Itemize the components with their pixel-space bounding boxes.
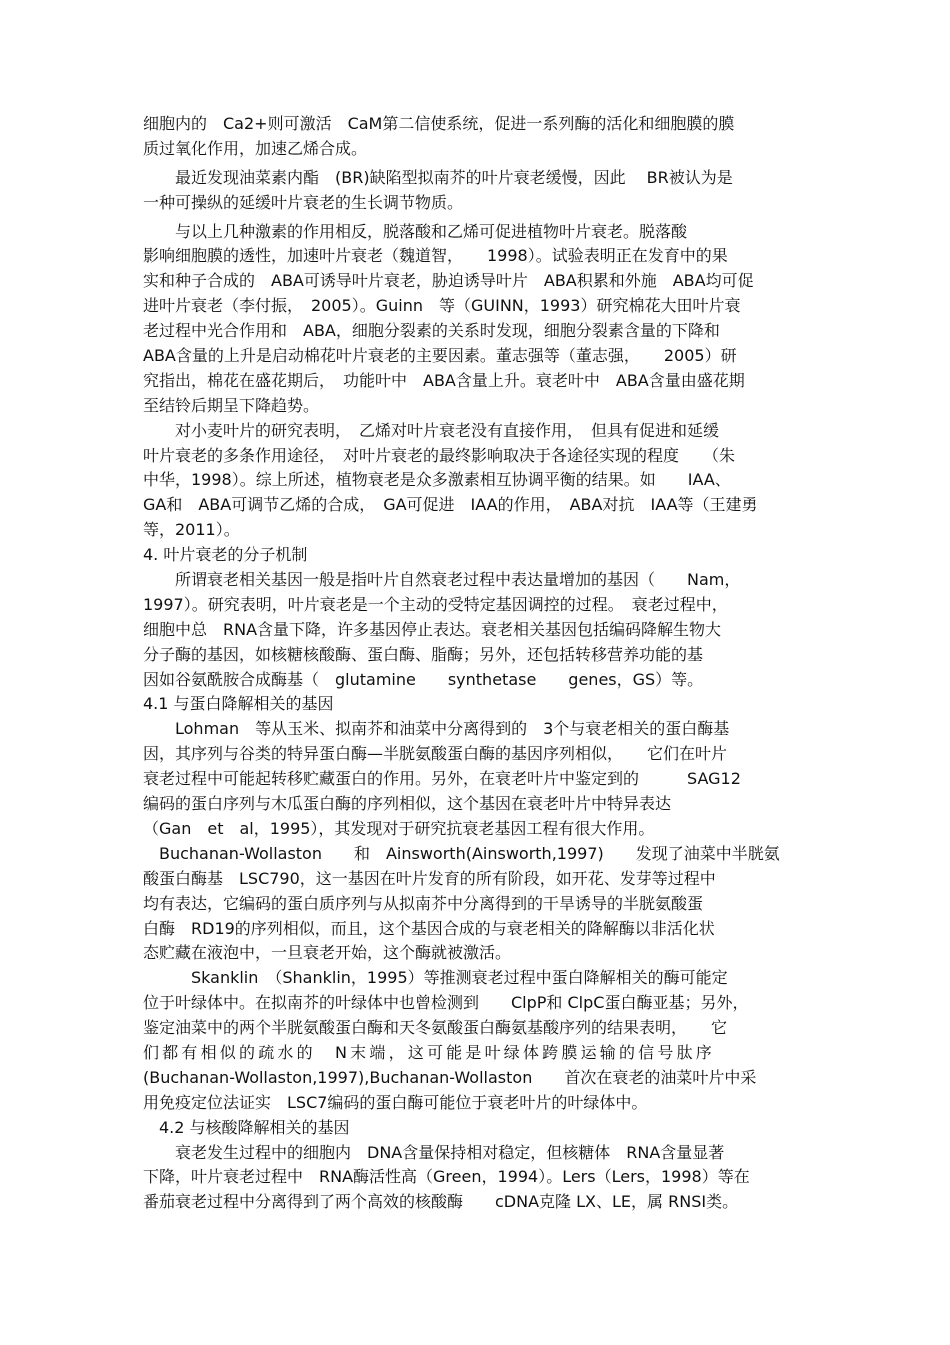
text-line: 叶片衰老的多条作用途径， 对叶片衰老的最终影响取决于各途径实现的程度 （朱 — [143, 445, 736, 465]
text-line: 影响细胞膜的透性，加速叶片衰老（魏道智， 1998）。试验表明正在发育中的果 — [143, 246, 728, 266]
text-line: Lohman 等从玉米、拟南芥和油菜中分离得到的 3个与衰老相关的蛋白酶基 — [143, 719, 730, 739]
text-line: 下降，叶片衰老过程中 RNA酶活性高（Green，1994）。Lers（Lers，1998）等在 — [143, 1167, 750, 1187]
text-line: 均有表达，它编码的蛋白质序列与从拟南芥中分离得到的干旱诱导的半胱氨酸蛋 — [143, 893, 704, 913]
subsection-heading: 4.1 与蛋白降解相关的基因 — [143, 694, 334, 714]
text-line: 实和种子合成的 ABA可诱导叶片衰老，胁迫诱导叶片 ABA积累和外施 ABA均可促 — [143, 271, 754, 291]
text-line-spaced: 们都有相似的疏水的 N末端，这可能是叶绿体跨膜运输的信号肽序 — [143, 1042, 715, 1062]
text-line: 衰老发生过程中的细胞内 DNA含量保持相对稳定，但核糖体 RNA含量显著 — [143, 1142, 725, 1162]
text-line: 细胞内的 Ca2+则可激活 CaM第二信使系统，促进一系列酶的活化和细胞膜的膜 — [143, 114, 735, 133]
text-line: Buchanan-Wollaston 和 Ainsworth(Ainsworth,1997) 发现了油菜中半胱氨 — [143, 843, 780, 863]
text-line: 中华，1998）。综上所述，植物衰老是众多激素相互协调平衡的结果。如 IAA、 — [143, 470, 731, 490]
text-line: GA和 ABA可调节乙烯的合成， GA可促进 IAA的作用， ABA对抗 IAA等（王建勇 — [143, 495, 758, 515]
text-line: 番茄衰老过程中分离得到了两个高效的核酸酶 cDNA克隆 LX、LE，属 RNSI类。 — [143, 1192, 739, 1212]
text-line: （Gan et al，1995），其发现对于研究抗衰老基因工程有很大作用。 — [143, 818, 655, 838]
text-line: 与以上几种激素的作用相反，脱落酸和乙烯可促进植物叶片衰老。脱落酸 — [143, 221, 688, 241]
text-line: 进叶片衰老（李付振， 2005）。Guinn 等（GUINN，1993）研究棉花大田叶片衰 — [143, 296, 741, 316]
text-line: 细胞中总 RNA含量下降，许多基因停止表达。衰老相关基因包括编码降解生物大 — [143, 619, 722, 639]
section-heading: 4. 叶片衰老的分子机制 — [143, 545, 308, 565]
text-line: 位于叶绿体中。在拟南芥的叶绿体中也曾检测到 ClpP和 ClpC蛋白酶亚基；另外， — [143, 993, 749, 1013]
text-line: 酸蛋白酶基 LSC790，这一基因在叶片发育的所有阶段，如开花、发芽等过程中 — [143, 868, 716, 888]
text-line: 等，2011）。 — [143, 520, 240, 540]
subsection-heading: 4.2 与核酸降解相关的基因 — [143, 1117, 350, 1137]
text-line: 究指出，棉花在盛花期后， 功能叶中 ABA含量上升。衰老叶中 ABA含量由盛花期 — [143, 370, 745, 390]
text-line: 质过氧化作用，加速乙烯合成。 — [143, 138, 368, 158]
text-line: 分子酶的基因，如核糖核酸酶、蛋白酶、脂酶；另外，还包括转移营养功能的基 — [143, 644, 704, 664]
text-line: 鉴定油菜中的两个半胱氨酸蛋白酶和天冬氨酸蛋白酶氨基酸序列的结果表明， 它 — [143, 1018, 728, 1038]
text-line: 老过程中光合作用和 ABA，细胞分裂素的关系时发现，细胞分裂素含量的下降和 — [143, 321, 720, 341]
text-line: 用免疫定位法证实 LSC7编码的蛋白酶可能位于衰老叶片的叶绿体中。 — [143, 1092, 648, 1112]
text-line: 至结铃后期呈下降趋势。 — [143, 395, 320, 415]
text-line: ABA含量的上升是启动棉花叶片衰老的主要因素。董志强等（董志强， 2005）研 — [143, 346, 737, 366]
text-line: (Buchanan-Wollaston,1997),Buchanan-Wollaston 首次在衰老的油菜叶片中采 — [143, 1067, 757, 1087]
text-line: 1997）。研究表明，叶片衰老是一个主动的受特定基因调控的过程。 衰老过程中， — [143, 594, 728, 614]
text-line: 因，其序列与谷类的特异蛋白酶—半胱氨酸蛋白酶的基因序列相似， 它们在叶片 — [143, 744, 728, 764]
text-line: 对小麦叶片的研究表明， 乙烯对叶片衰老没有直接作用， 但具有促进和延缓 — [143, 420, 720, 440]
text-line: 最近发现油菜素内酯 (BR)缺陷型拟南芥的叶片衰老缓慢，因此 BR被认为是 — [143, 167, 733, 187]
text-line: 编码的蛋白序列与木瓜蛋白酶的序列相似，这个基因在衰老叶片中特异表达 — [143, 794, 672, 814]
text-line: 白酶 RD19的序列相似，而且，这个基因合成的与衰老相关的降解酶以非活化状 — [143, 918, 715, 938]
document-page — [143, 112, 813, 1215]
text-line: 衰老过程中可能起转移贮藏蛋白的作用。另外，在衰老叶片中鉴定到的 SAG12 — [143, 769, 741, 789]
text-line: 态贮藏在液泡中，一旦衰老开始，这个酶就被激活。 — [143, 943, 512, 963]
text-line: Skanklin （Shanklin，1995）等推测衰老过程中蛋白降解相关的酶可能定 — [143, 968, 728, 988]
text-line: 因如谷氨酰胺合成酶基（ glutamine synthetase genes，GS）等。 — [143, 669, 704, 689]
text-line: 一种可操纵的延缓叶片衰老的生长调节物质。 — [143, 192, 464, 212]
text-line: 所谓衰老相关基因一般是指叶片自然衰老过程中表达量增加的基因（ Nam， — [143, 570, 741, 590]
